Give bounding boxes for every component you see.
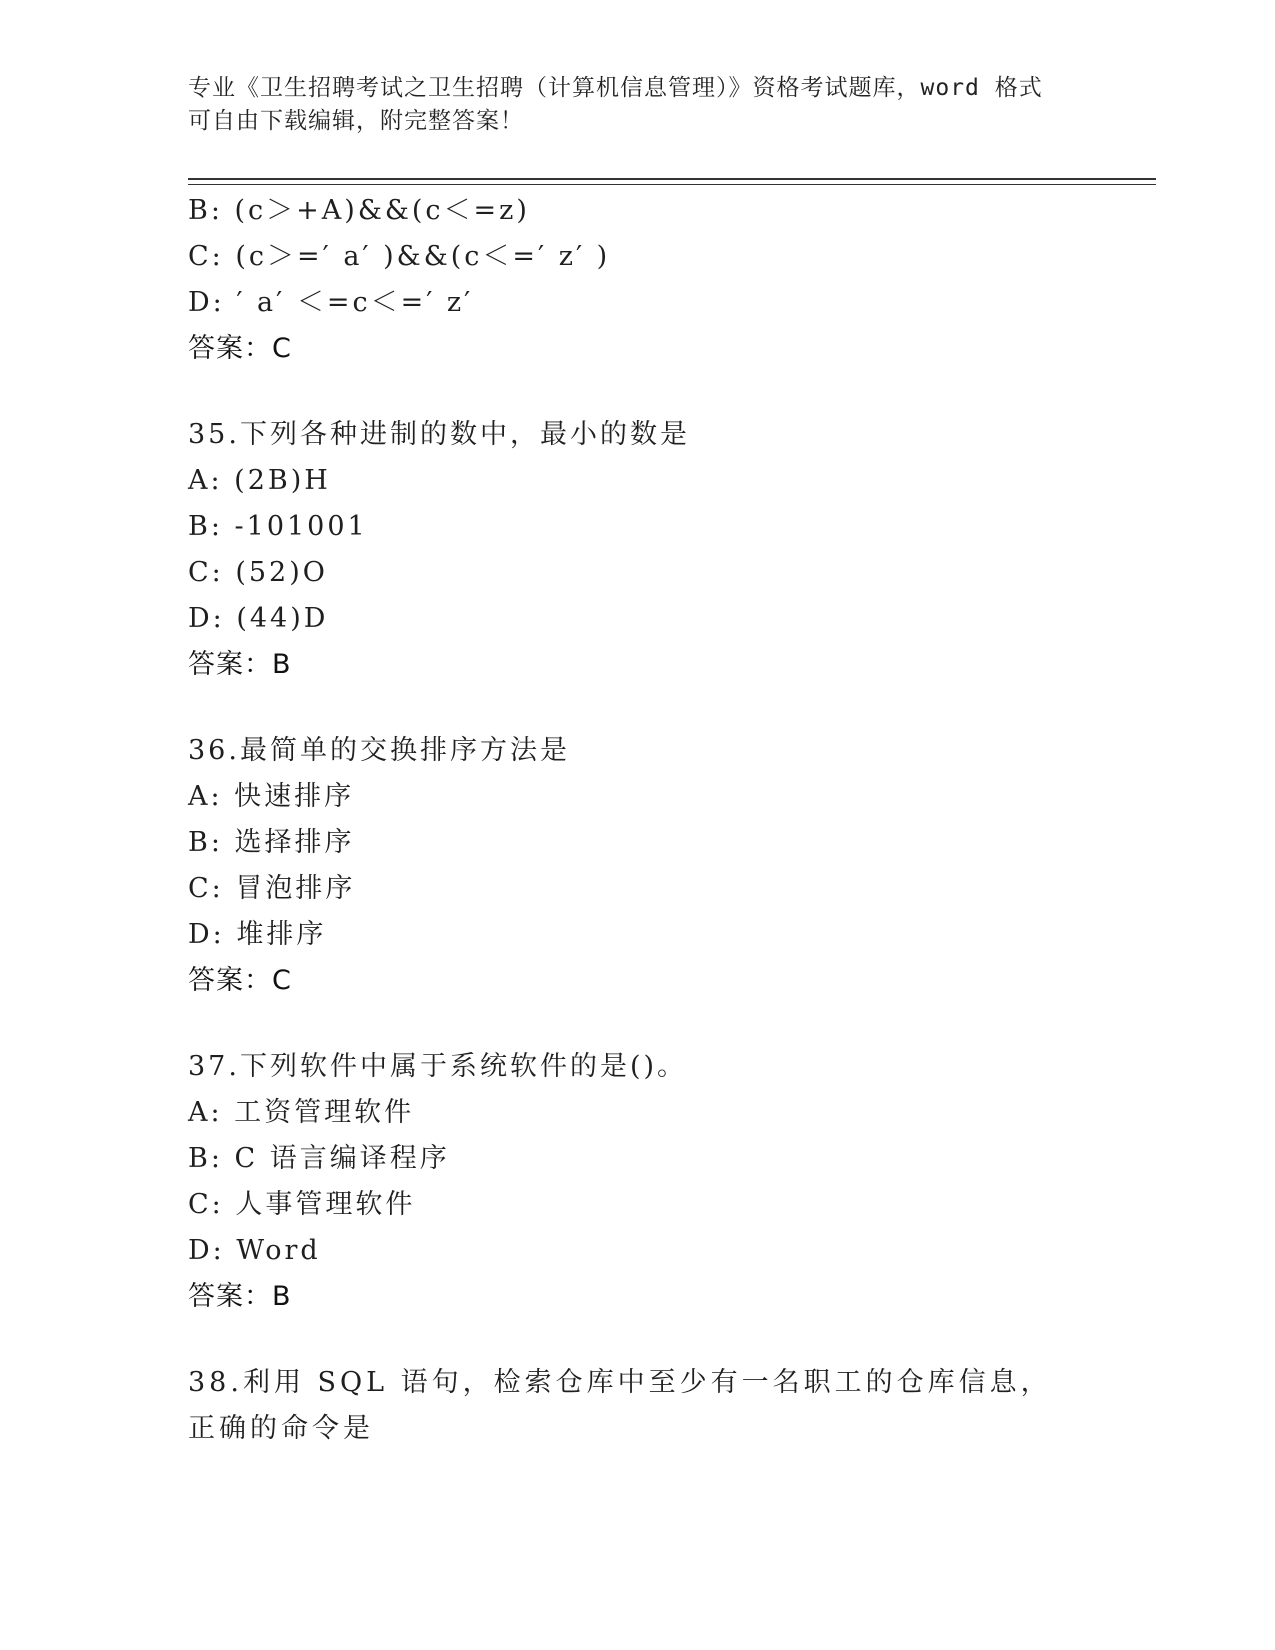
option-d: D: Word: [188, 1235, 321, 1266]
spacer: [188, 1320, 1088, 1360]
option-a: A: 快速排序: [188, 781, 355, 812]
option-b: B: 选择排序: [188, 827, 355, 858]
header-rule-thick: [188, 178, 1156, 180]
question-stem: 38.利用 SQL 语句，检索仓库中至少有一名职工的仓库信息，正确的命令是: [188, 1367, 1052, 1444]
question-stem: 35.下列各种进制的数中，最小的数是: [188, 419, 690, 450]
question-37: [188, 1044, 1088, 1320]
option-c: C: 人事管理软件: [188, 1189, 416, 1220]
option-b: B: (c＞+A)&&(c＜=z): [188, 195, 530, 226]
option-d: D: (44)D: [188, 603, 329, 634]
question-list: [188, 188, 1088, 1452]
option-a: A: (2B)H: [188, 465, 331, 496]
option-c: C: 冒泡排序: [188, 873, 356, 904]
answer-line: 答案：C: [188, 333, 292, 364]
option-b: B: C 语言编译程序: [188, 1143, 450, 1174]
header-rule-thin: [188, 184, 1156, 185]
question-38: [188, 1360, 1088, 1452]
header-line-2: 可自由下载编辑，附完整答案！: [188, 108, 524, 134]
answer-line: 答案：B: [188, 1281, 292, 1312]
answer-line: 答案：B: [188, 649, 292, 680]
question-34-continued: [188, 188, 1088, 372]
answer-line: 答案：C: [188, 965, 292, 996]
option-c: C: (c＞=′ a′ )&&(c＜=′ z′ ): [188, 241, 611, 272]
question-stem: 37.下列软件中属于系统软件的是()。: [188, 1051, 688, 1082]
option-a: A: 工资管理软件: [188, 1097, 415, 1128]
question-stem: 36.最简单的交换排序方法是: [188, 735, 570, 766]
option-c: C: (52)O: [188, 557, 328, 588]
option-b: B: -101001: [188, 511, 368, 542]
option-d: D: 堆排序: [188, 919, 327, 950]
spacer: [188, 1004, 1088, 1044]
spacer: [188, 372, 1088, 412]
question-36: [188, 728, 1088, 1004]
header-line-1: 专业《卫生招聘考试之卫生招聘（计算机信息管理）》资格考试题库，word 格式: [188, 75, 1043, 101]
question-35: [188, 412, 1088, 688]
document-header: [188, 72, 1068, 138]
spacer: [188, 688, 1088, 728]
option-d: D: ′ a′ ＜=c＜=′ z′: [188, 287, 474, 318]
